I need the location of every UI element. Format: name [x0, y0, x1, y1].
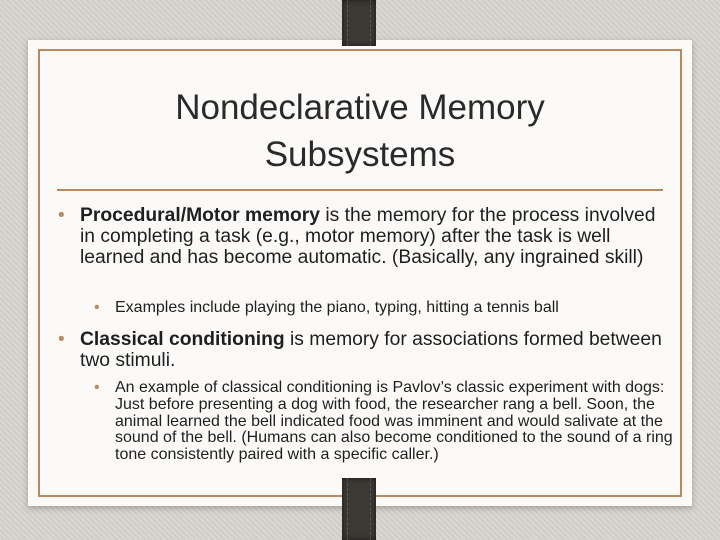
slide-title — [60, 84, 660, 178]
bullet-description: is the memory for the process involved in completing a task (e.g., motor memory) after the task is well learned and has become automatic. (Basically, any ingrained skill) — [80, 205, 656, 268]
sub-bullet-dot-icon: • — [94, 379, 100, 396]
title-line-2: Subsystems — [264, 135, 456, 174]
bullet-text — [80, 205, 668, 268]
title-divider — [57, 189, 663, 191]
bullet-description: is memory for associations formed between two stimuli. — [80, 329, 662, 371]
binder-strap-top — [342, 0, 376, 46]
bullet-text — [80, 329, 668, 371]
sub-bullet-text: Examples include playing the piano, typing, hitting a tennis ball — [115, 299, 559, 316]
bullet-term: Procedural/Motor memory — [80, 205, 320, 226]
title-line-1: Nondeclarative Memory — [175, 88, 545, 127]
sub-bullet-text: An example of classical conditioning is Pavlov’s classic experiment with dogs: Just before presenting a dog with food, the researcher rang a bell. Soon, the animal learned the bell indicated food was imminent and would salivate at the sound of the bell. (Humans can also become conditioned to the sound of a ring tone consistently paired with a specific caller.) — [115, 379, 673, 464]
bullet-dot-icon: • — [58, 329, 65, 350]
bullet-classical-conditioning — [58, 329, 668, 371]
binder-strap-bottom — [342, 478, 376, 540]
bullet-dot-icon: • — [58, 205, 65, 226]
bullet-term: Classical conditioning — [80, 329, 285, 350]
sub-bullet-pavlov-example — [94, 380, 674, 464]
sub-bullet-dot-icon: • — [94, 299, 100, 316]
bullet-procedural-memory — [58, 205, 668, 268]
sub-bullet-procedural-examples — [94, 300, 674, 317]
